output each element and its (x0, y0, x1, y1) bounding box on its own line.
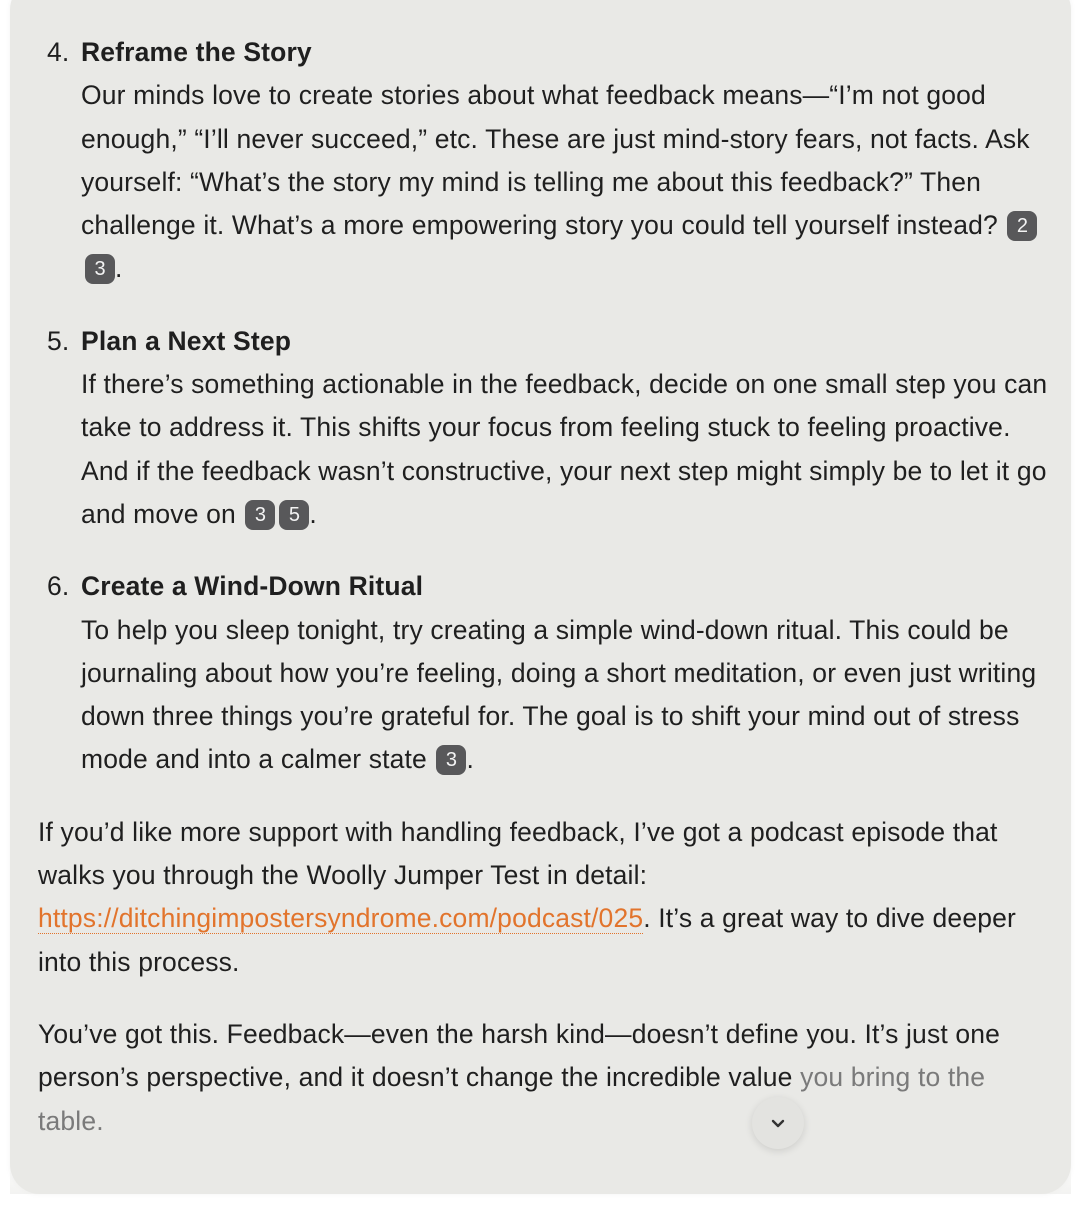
list-number: 4. (47, 37, 70, 67)
closing-text-faded: you bring to the table. (38, 1062, 986, 1136)
list-item (38, 31, 1048, 291)
podcast-text-after: . It’s a great way to dive deeper into this process. (38, 903, 1016, 977)
step-text: Our minds love to create stories about what feedback means—“I’m not good enough,” “I’ll never succeed,” etc. These are just mind-story fears, not facts. Ask yourself: “What’s the story my mind is telling me about this feedback?” Then challenge it. What’s a more empowering story you could tell yourself instead? (81, 80, 1030, 241)
citation-badge[interactable]: 3 (85, 254, 115, 284)
citation-badge[interactable]: 5 (279, 500, 309, 530)
list-number: 6. (47, 571, 70, 602)
step-text: If there’s something actionable in the feedback, decide on one small step you can take to address it. This shifts your focus from feeling stuck to feeling proactive. And if the feedback wasn’t constructive, your next step might simply be to let it go and move on (81, 369, 1048, 529)
list-item (38, 565, 1048, 781)
citation-badge[interactable]: 3 (436, 745, 466, 775)
scroll-to-bottom-button[interactable] (752, 1097, 804, 1149)
list-item (38, 320, 1048, 536)
step-body (81, 609, 1048, 782)
citation-badge[interactable]: 3 (245, 500, 275, 530)
citation-badge[interactable]: 2 (1007, 211, 1037, 241)
period: . (466, 744, 474, 775)
podcast-link[interactable]: https://ditchingimpostersyndrome.com/podcast/025 (38, 903, 644, 934)
step-title: Reframe the Story (81, 37, 312, 67)
closing-text: You’ve got this. Feedback—even the harsh kind—doesn’t define you. It’s just one person’s perspective, and it doesn’t change the incredible value (38, 1018, 1001, 1093)
step-title: Create a Wind-Down Ritual (81, 571, 424, 602)
steps-list (38, 31, 1048, 782)
step-body (81, 363, 1048, 536)
assistant-message (38, 31, 1048, 1172)
podcast-text-before: If you’d like more support with handling feedback, I’ve got a podcast episode that walks you through the Woolly Jumper Test in detail: (38, 816, 998, 891)
list-number: 5. (47, 325, 70, 356)
closing-paragraph (38, 1013, 1048, 1143)
step-text: To help you sleep tonight, try creating a simple wind-down ritual. This could be journaling about how you’re feeling, doing a short meditation, or even just writing down three things you’re grateful for. The goal is to shift your mind out of stress mode and into a calmer state (81, 614, 1037, 775)
chevron-down-icon (768, 1113, 788, 1133)
step-body (81, 74, 1048, 290)
podcast-paragraph (38, 811, 1048, 984)
step-title: Plan a Next Step (81, 325, 292, 356)
period: . (115, 253, 123, 284)
period: . (309, 498, 317, 529)
